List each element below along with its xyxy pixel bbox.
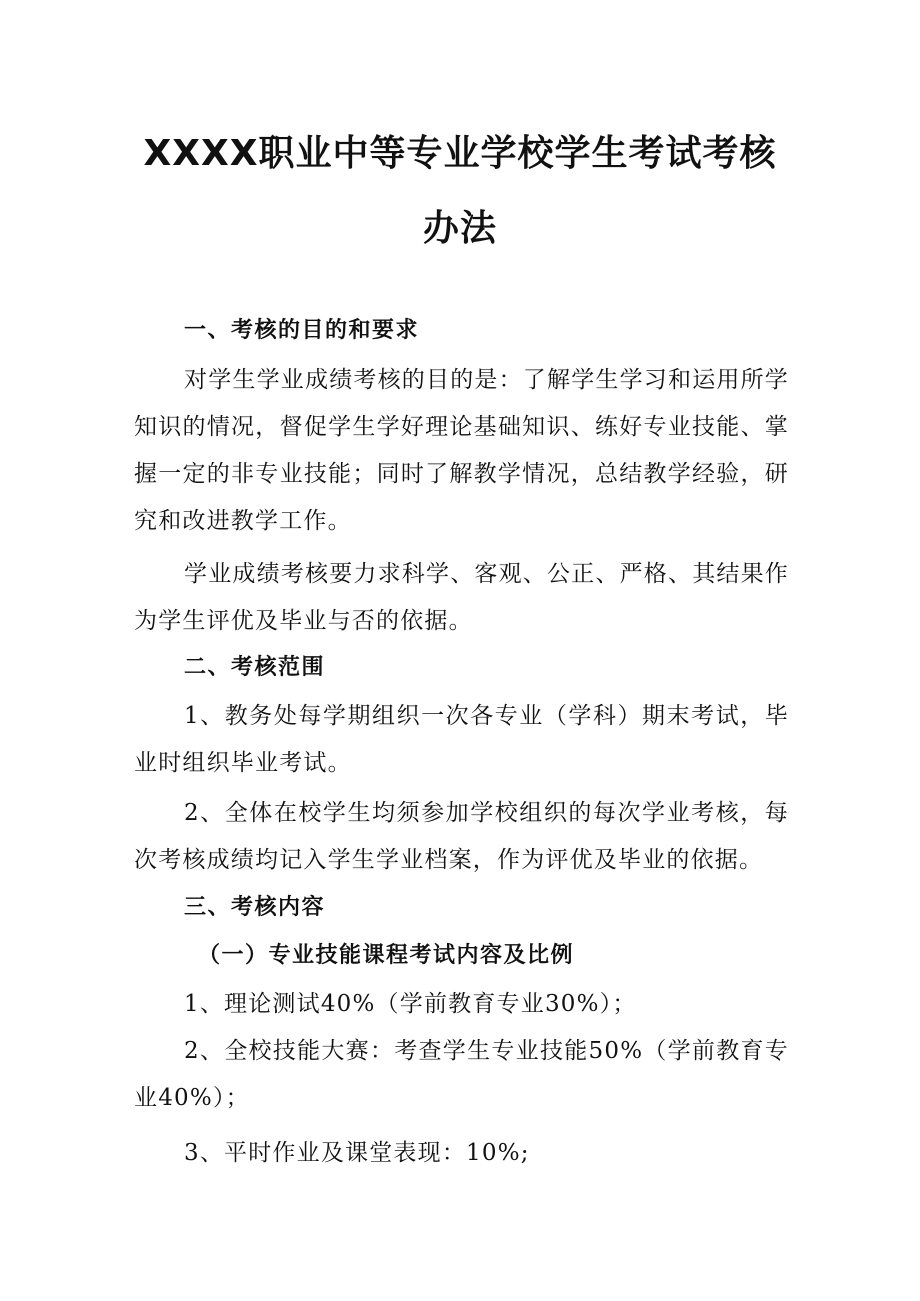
list-item: 1、理论测试40%（学前教育专业30%）； (184, 991, 637, 1017)
list-item: 2、全校技能大赛：考查学生专业技能50%（学前教育专业40%）； (134, 1038, 789, 1111)
section-2-paragraph-2: 2、全体在校学生均须参加学校组织的每次学业考核，每次考核成绩均记入学生学业档案，作为评优及毕业的依据。 (134, 800, 789, 873)
document-title-line2: 办法 (422, 208, 497, 249)
section-2-paragraph-1: 1、教务处每学期组织一次各专业（学科）期末考试，毕业时组织毕业考试。 (134, 703, 789, 776)
section-heading-2: 二、考核范围 (184, 655, 326, 680)
section-1-paragraph-1: 对学生学业成绩考核的目的是：了解学生学习和运用所学知识的情况，督促学生学好理论基础知识、练好专业技能、掌握一定的非专业技能；同时了解教学情况，总结教学经验，研究和改进教学工作。 (134, 367, 789, 534)
section-heading-1: 一、考核的目的和要求 (184, 318, 420, 343)
section-1-paragraph-2: 学业成绩考核要力求科学、客观、公正、严格、其结果作为学生评优及毕业与否的依据。 (134, 561, 789, 634)
list-item: 3、平时作业及课堂表现：10%; (184, 1140, 530, 1166)
document-title-line1: XXXX职业中等专业学校学生考试考核 (143, 133, 777, 174)
section-3-subheading: （一）专业技能课程考试内容及比例 (198, 943, 575, 968)
section-heading-3: 三、考核内容 (184, 895, 326, 920)
